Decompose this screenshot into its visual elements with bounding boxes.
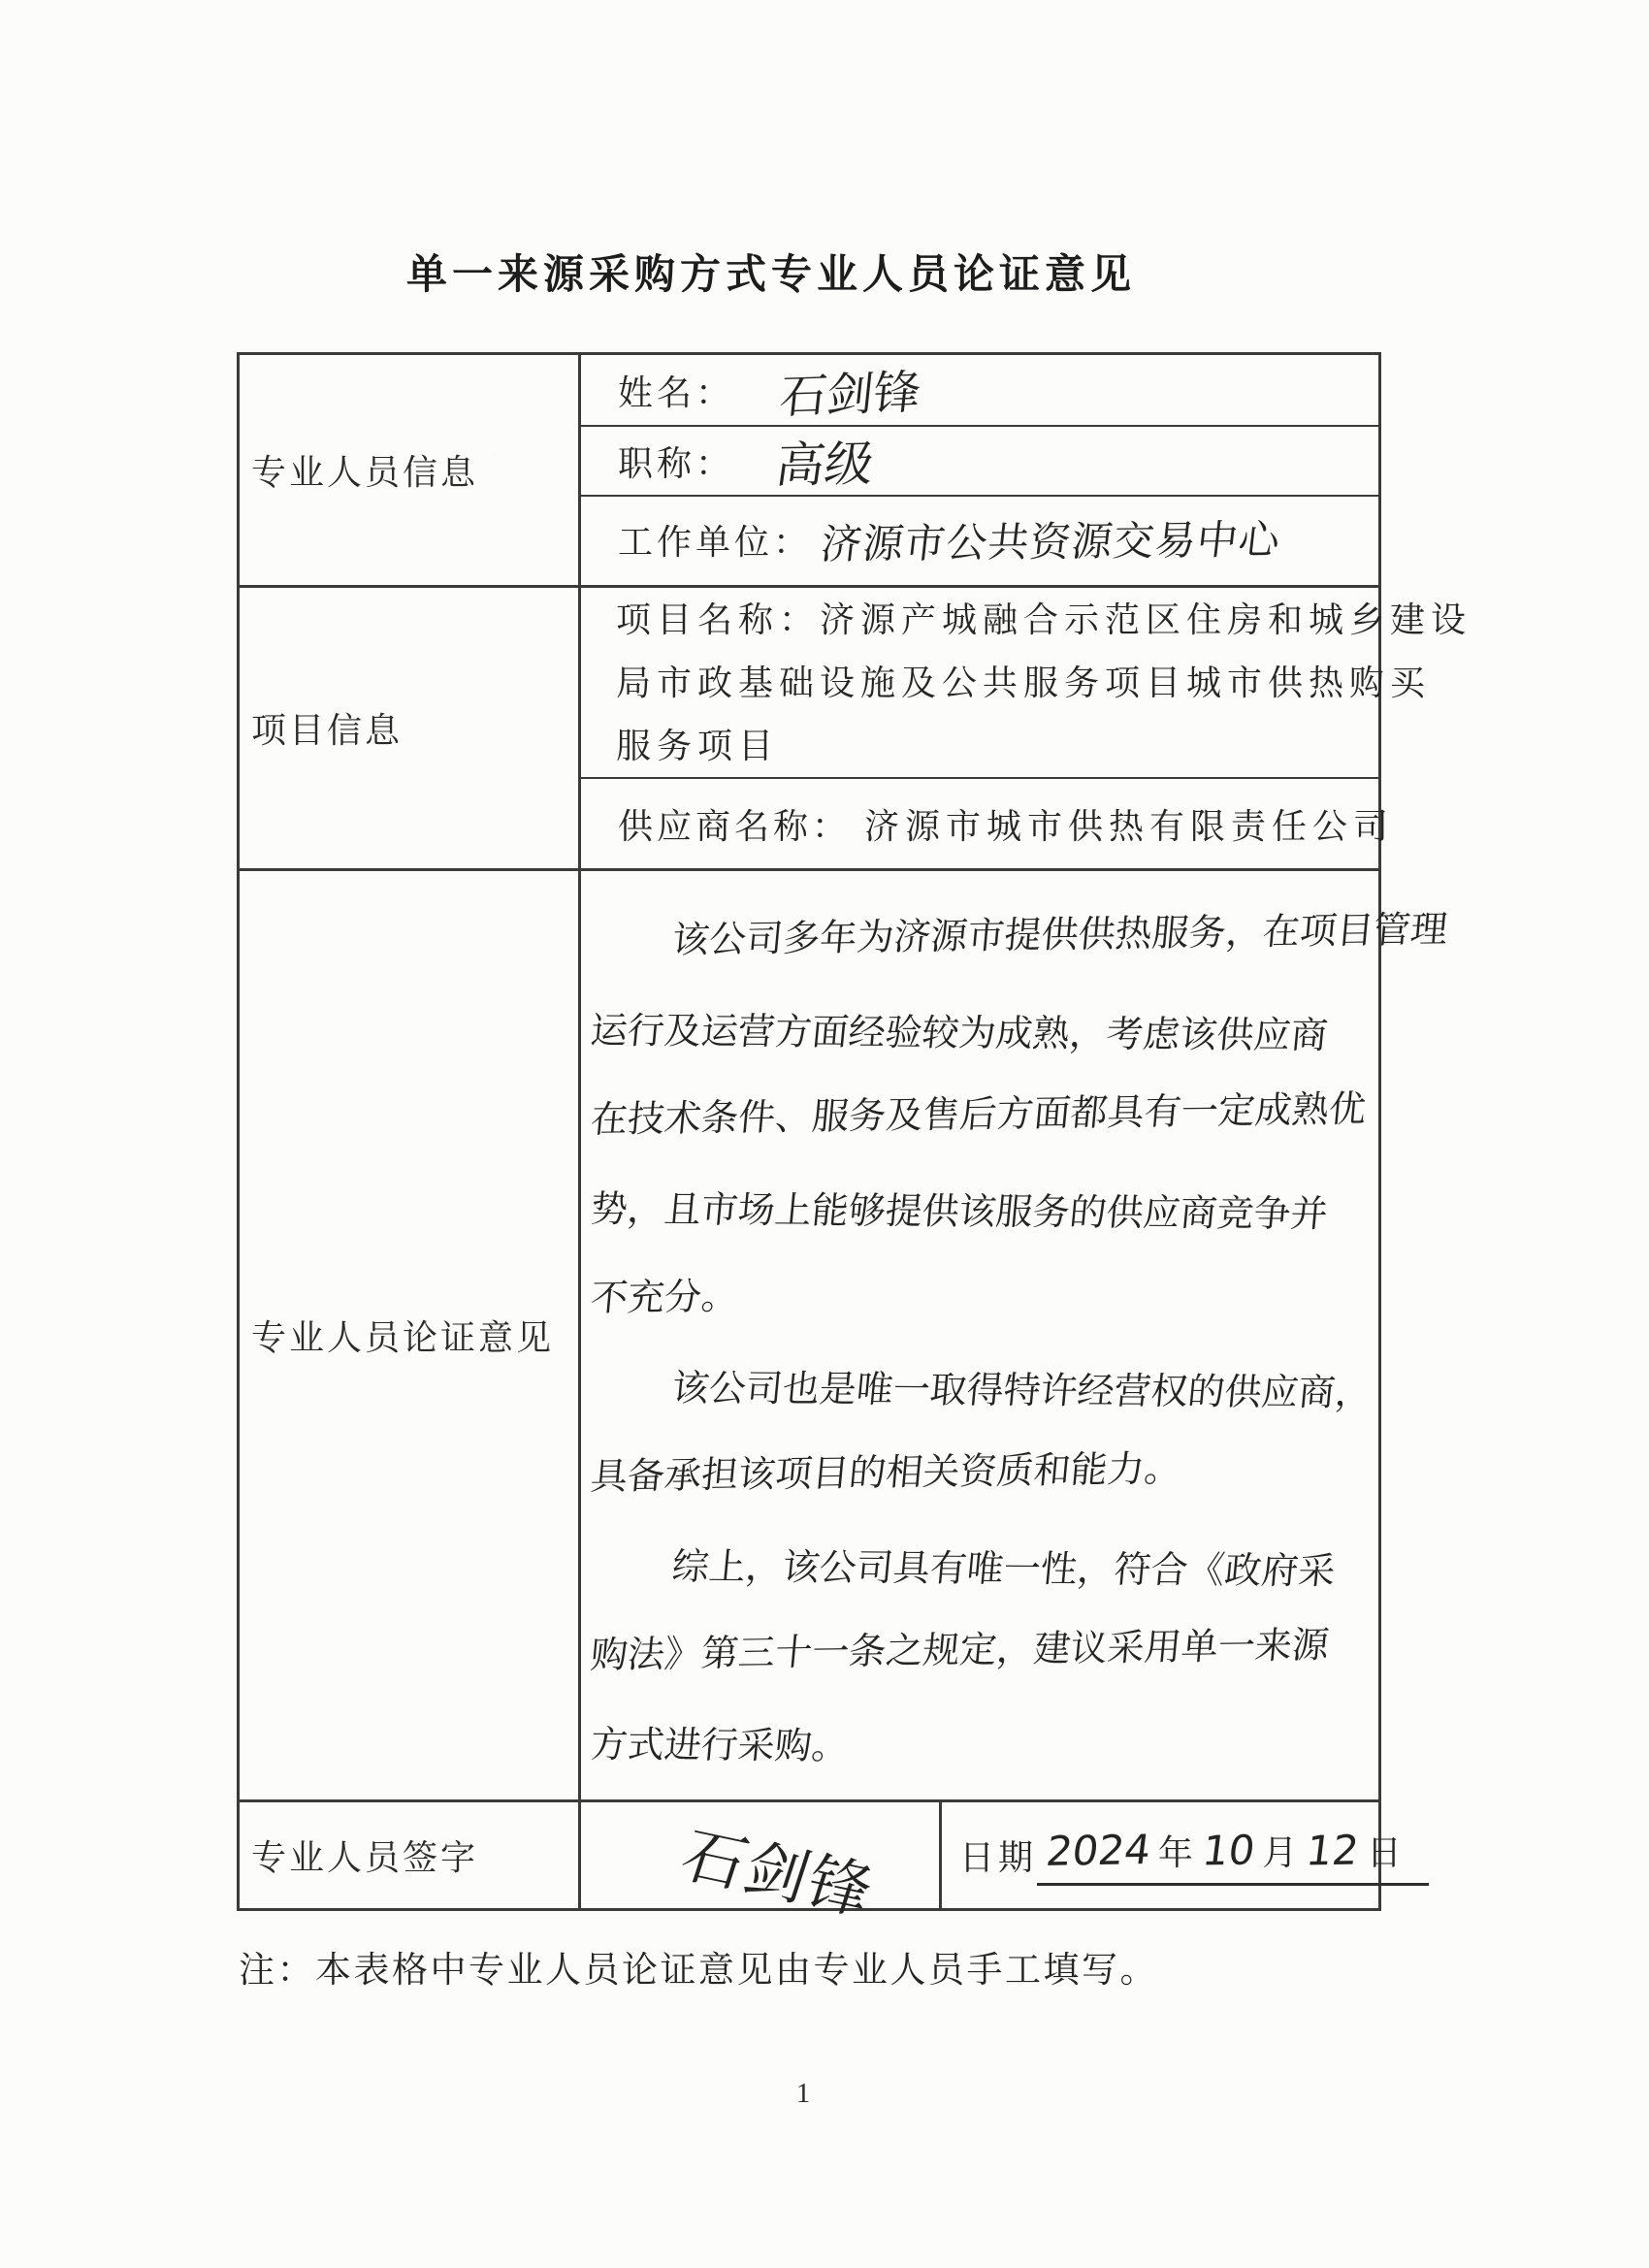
date-day-unit: 日 (1366, 1832, 1404, 1872)
opinion-line: 不充分。 (588, 1274, 741, 1319)
personnel-section-label-cell (240, 355, 581, 585)
row-project-name (581, 588, 1472, 779)
opinion-line: 具备承担该项目的相关资质和能力。 (588, 1446, 1183, 1498)
personnel-content-column (581, 355, 1378, 585)
date-day-handwritten: 12 (1304, 1826, 1362, 1874)
project-content-column (581, 588, 1472, 868)
project-name-line-1: 项目名称：济源产城融合示范区住房和城乡建设 (616, 600, 1472, 639)
project-name-line-3: 服务项目 (616, 727, 780, 765)
date-month-unit: 月 (1262, 1832, 1300, 1872)
date-label: 日期 (959, 1838, 1038, 1877)
opinion-line: 运行及运营方面经验较为成熟，考虑该供应商 (588, 1009, 1330, 1057)
opinion-line: 在技术条件、服务及售后方面都具有一定成熟优 (588, 1086, 1369, 1141)
opinion-content-column (581, 871, 1450, 1799)
opinion-line: 该公司也是唯一取得特许经营权的供应商， (669, 1366, 1374, 1414)
opinion-line: 购法》第三十一条之规定，建议采用单一来源 (588, 1623, 1332, 1676)
page-number: 1 (795, 2078, 811, 2109)
row-name (581, 355, 1378, 427)
opinion-line: 势，且市场上能够提供该服务的供应商竞争并 (588, 1187, 1330, 1236)
project-name-line-2: 局市政基础设施及公共服务项目城市供热购买 (616, 664, 1432, 702)
row-work-unit (581, 497, 1378, 582)
opinion-line: 方式进行采购。 (588, 1723, 851, 1767)
project-section-label: 项目信息 (251, 711, 404, 750)
name-label: 姓名： (618, 373, 735, 412)
date-year-handwritten: 2024 (1043, 1825, 1154, 1875)
section-project-info (240, 585, 1472, 868)
signature-section-label-cell (240, 1802, 581, 1908)
row-job-title (581, 427, 1378, 497)
argumentation-form-table (237, 352, 1472, 1929)
work-unit-value-handwritten: 济源市公共资源交易中心 (818, 515, 1283, 568)
section-personnel-info (240, 355, 1378, 585)
opinion-handwritten-text (581, 871, 1450, 1789)
signature-handwritten: 石剑锋 (672, 1820, 884, 1929)
section-expert-opinion (240, 868, 1450, 1799)
personnel-section-label: 专业人员信息 (251, 453, 479, 492)
document-title: 单一来源采购方式专业人员论证意见 (405, 251, 1136, 297)
work-unit-label: 工作单位： (618, 522, 813, 562)
supplier-label: 供应商名称： (618, 806, 852, 846)
opinion-line: 该公司多年为济源市提供供热服务，在项目管理 (670, 907, 1450, 961)
job-title-value-handwritten: 高级 (772, 436, 878, 494)
date-cell (942, 1802, 1429, 1908)
project-section-label-cell (240, 588, 581, 868)
signature-cell (581, 1802, 942, 1929)
date-month-handwritten: 10 (1199, 1826, 1258, 1874)
signature-section-label: 专业人员签字 (251, 1838, 479, 1877)
opinion-section-label-cell (240, 871, 581, 1799)
row-supplier-name (581, 779, 1395, 868)
job-title-label: 职称： (618, 443, 735, 483)
name-value-handwritten: 石剑锋 (777, 365, 923, 424)
supplier-value: 济源市城市供热有限责任公司 (864, 806, 1395, 846)
date-year-unit: 年 (1157, 1832, 1195, 1872)
date-underlined-group (1037, 1826, 1429, 1886)
footnote: 注：本表格中专业人员论证意见由专业人员手工填写。 (239, 1951, 1158, 1991)
opinion-line: 综上，该公司具有唯一性，符合《政府采 (669, 1544, 1338, 1593)
opinion-section-label: 专业人员论证意见 (251, 1318, 555, 1357)
section-signature (240, 1799, 1404, 1929)
